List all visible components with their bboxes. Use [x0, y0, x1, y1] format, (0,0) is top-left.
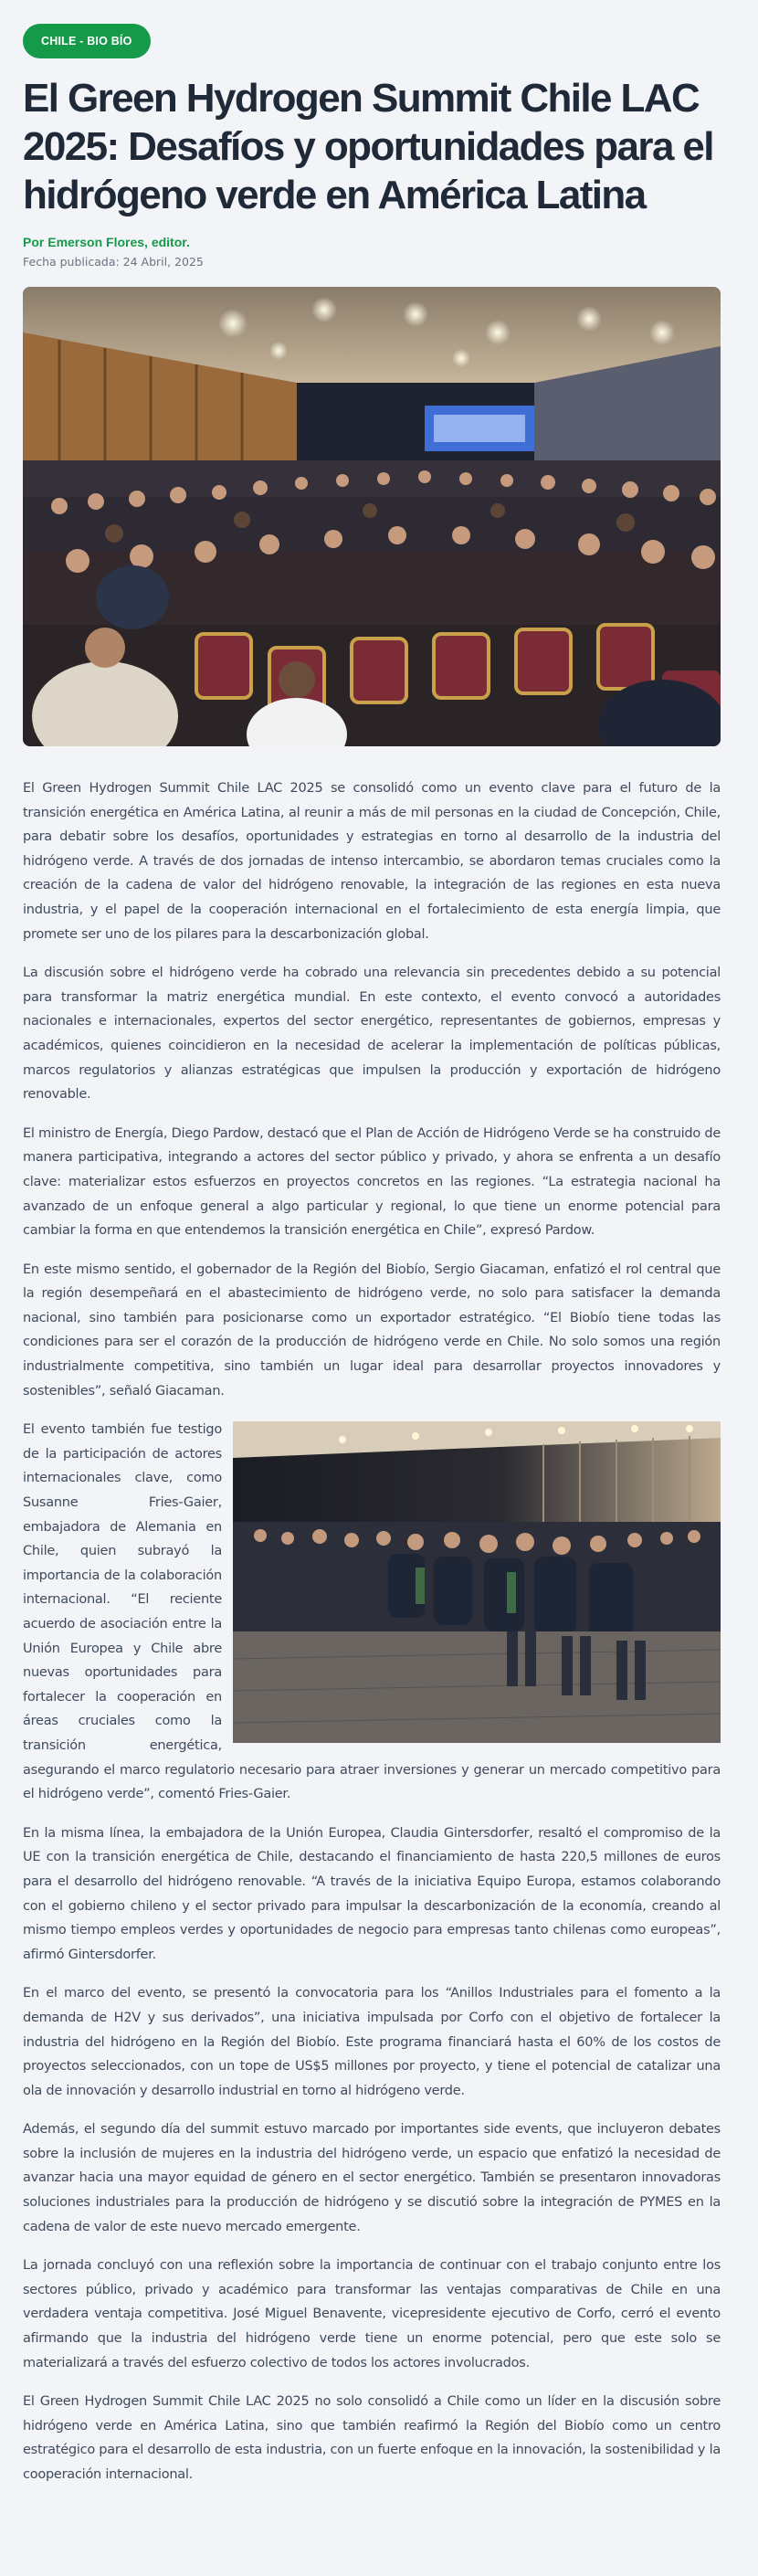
paragraph-2: La discusión sobre el hidrógeno verde ha cobrado una relevancia sin precedentes debido a su potencial para transformar la matriz energética mundial. En este contexto, el evento convocó a autoridades nacionales e internacionales, expertos del sector energético, representantes de gobiernos, empresas y académicos, quienes coincidieron en la necesidad de acelerar la implementación de políticas públicas, marcos regulatorios y alianzas estratégicas que impulsen la producción y exportación de hidrógeno renovable. — [23, 966, 721, 1103]
paragraph-3: El ministro de Energía, Diego Pardow, destacó que el Plan de Acción de Hidrógeno Verde se ha construido de manera participativa, integrando a actores del sector público y privado, y ahora se enfrenta a un desafío clave: materializar estos esfuerzos en proyectos concretos en las regiones. “La estrategia nacional ha avanzado de un enfoque general a algo particular y regional, lo que tiene un enorme potencial para cambiar la forma en que entendemos la transición energética en Chile”, expresó Pardow. — [23, 1125, 721, 1239]
article-title: El Green Hydrogen Summit Chile LAC 2025: Desafíos y oportunidades para el hidrógeno verde en América Latina — [23, 76, 713, 217]
paragraph-9: La jornada concluyó con una reflexión sobre la importancia de continuar con el trabajo conjunto entre los sectores público, privado y académico para transformar las ventajas comparativas de Chile en una verdadera ventaja competitiva. José Miguel Benavente, vicepresidente ejecutivo de Corfo, cerró el evento afirmando que la industria del hidrógeno verde tiene un enorme potencial, pero que este solo se materializará a través del esfuerzo colectivo de todos los actores involucrados. — [23, 2258, 721, 2370]
hero-conference-photo — [23, 287, 721, 746]
article-body — [23, 776, 721, 2487]
paragraph-8: Además, el segundo día del summit estuvo marcado por importantes side events, que incluyeron debates sobre la inclusión de mujeres en la industria del hidrógeno verde, un espacio que enfatizó la necesidad de avanzar hacia una mayor equidad de género en el sector energético. También se presentaron innovadoras soluciones industriales para la producción de hidrógeno y se discutió sobre la integración de PYMES en la cadena de valor de este nuevo mercado emergente. — [23, 2122, 721, 2234]
category-badge[interactable]: CHILE - BIO BÍO — [23, 24, 151, 58]
paragraph-4: En este mismo sentido, el gobernador de la Región del Biobío, Sergio Giacaman, enfatizó el rol central que la región desempeñará en el abastecimiento de hidrógeno verde, no solo para satisfacer la demanda nacional, sino también para posicionarse como un exportador estratégico. “El Biobío tiene todas las condiciones para ser el corazón de la producción de hidrógeno verde en Chile. No solo somos una región industrialmente competitiva, sino también un lugar ideal para desarrollar proyectos innovadores y sostenibles”, señaló Giacaman. — [23, 1262, 721, 1399]
paragraph-7: En el marco del evento, se presentó la convocatoria para los “Anillos Industriales para el fomento a la demanda de H2V y sus derivados”, una iniciativa impulsada por Corfo con el objetivo de fortalecer la industria del hidrógeno en la Región del Biobío. Este programa financiará hasta el 60% de los costos de proyectos seleccionados, con un tope de US$5 millones por proyecto, y tiene el potencial de catalizar una ola de innovación y desarrollo industrial en torno al hidrógeno verde. — [23, 1986, 721, 2098]
article-date: Fecha publicada: 24 Abril, 2025 — [23, 255, 204, 269]
paragraph-1: El Green Hydrogen Summit Chile LAC 2025 se consolidó como un evento clave para el futuro de la transición energética en América Latina, al reunir a más de mil personas en la ciudad de Concepción, Chile, para debatir sobre los desafíos, oportunidades y estrategias en torno al desarrollo de la industria del hidrógeno verde. A través de dos jornadas de intenso intercambio, se abordaron temas cruciales como la creación de la cadena de valor del hidrógeno renovable, la integración de las regiones en esta nueva industria, y el papel de la cooperación internacional en el fortalecimiento de esta energía limpia, que promete ser uno de los pilares para la descarbonización global. — [23, 781, 721, 942]
article-author: Por Emerson Flores, editor. — [23, 235, 190, 249]
paragraph-6: En la misma línea, la embajadora de la Unión Europea, Claudia Gintersdorfer, resaltó el compromiso de la UE con la transición energética de Chile, destacando el financiamiento de hasta 220,5 millones de euros para el desarrollo del hidrógeno renovable. “A través de la iniciativa Equipo Europa, estamos colaborando con el gobierno chileno y el sector privado para impulsar la descarbonización de la economía, creando al mismo tiempo empleos verdes y oportunidades de negocio para empresas tanto chilenas como europeas”, afirmó Gintersdorfer. — [23, 1825, 721, 1962]
paragraph-5: El evento también fue testigo de la participación de actores internacionales clave, como Susanne Fries-Gaier, embajadora de Alemania en Chile, quien subrayó la importancia de la colaboración internacional. “El reciente acuerdo de asociación entre la Unión Europea y Chile abre nuevas oportunidades para fortalecer la cooperación en áreas cruciales como la transición energética, asegurando el marco regulatorio necesario para atraer inversiones y generar un mercado competitivo para el hidrógeno verde”, comentó Fries-Gaier. — [23, 1422, 721, 1802]
inline-audience-photo — [233, 1421, 721, 1743]
paragraph-10: El Green Hydrogen Summit Chile LAC 2025 no solo consolidó a Chile como un líder en la discusión sobre hidrógeno verde en América Latina, sino que también reafirmó la Región del Biobío como un centro estratégico para el desarrollo de esta industria, con un fuerte enfoque en la innovación, la sostenibilidad y la cooperación internacional. — [23, 2394, 721, 2482]
